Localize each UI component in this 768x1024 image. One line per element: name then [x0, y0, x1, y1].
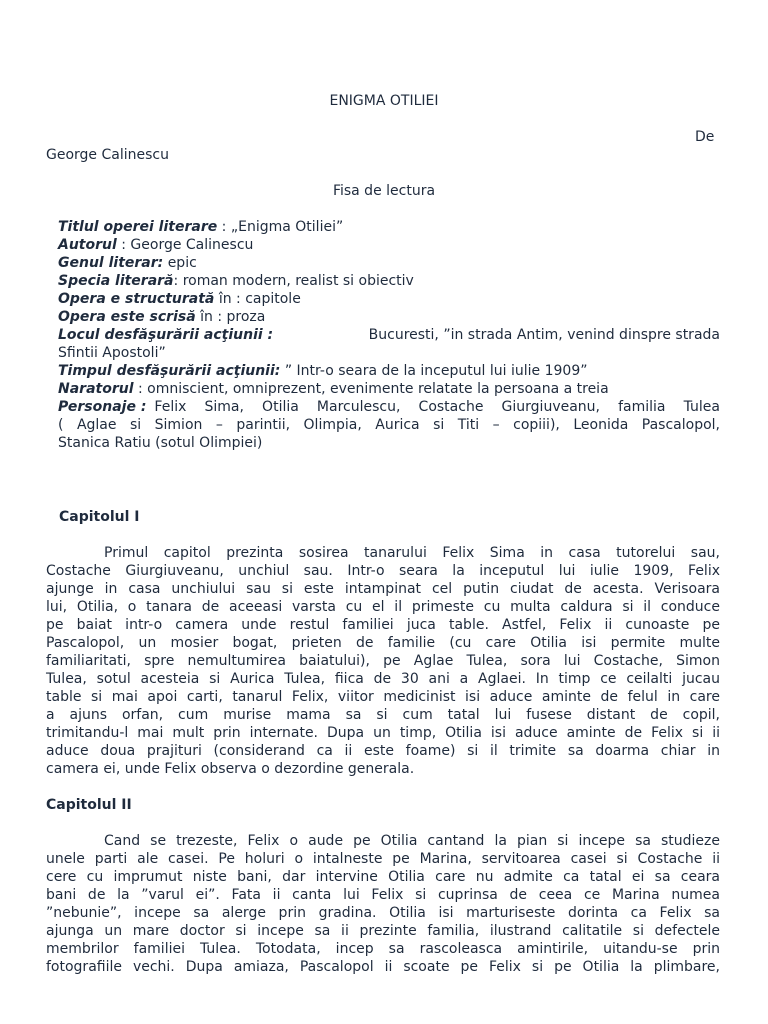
- text-line: Cand se trezeste, Felix o aude pe Otilia cantand la pian si incepe sa studieze: [104, 833, 720, 849]
- fisa-locul-cont: Sfintii Apostoli”: [58, 345, 166, 361]
- text-line: unele parti ale casei. Pe holuri o intalneste pe Marina, servitoarea casei si Costache ii: [46, 851, 720, 867]
- fisa-label: Locul desfăşurării acţiunii :: [58, 327, 274, 343]
- fisa-value: Felix Sima, Otilia Marculescu, Costache Giurgiuveanu, familia Tulea: [154, 399, 720, 415]
- fisa-value: ” Intr-o seara de la inceputul lui iulie 1909”: [284, 363, 588, 379]
- fisa-sep: :: [133, 381, 148, 397]
- fisa-personaje-cont2: Stanica Ratiu (sotul Olimpiei): [58, 435, 263, 451]
- text-line: trimitandu-l mai mult prin internate. Dupa un timp, Otilia isi aduce aminte de Felix si ii: [46, 725, 720, 741]
- fisa-label: Opera e structurată: [58, 291, 215, 307]
- text-line: ajunga un mare doctor si incepe sa ii prezinte familia, ilustrand calitatile si defectele: [46, 923, 720, 939]
- text-line: ”nebunie”, incepe sa alerge prin gradina. Otilia isi marturiseste dorinta ca Felix sa: [46, 905, 720, 921]
- fisa-label: Specia literară: [58, 273, 174, 289]
- fisa-value: Bucuresti, ”in strada Antim, venind dinspre strada: [368, 327, 720, 343]
- fisa-label: Opera este scrisă: [58, 309, 196, 325]
- fisa-locul: [58, 326, 720, 344]
- text-line: camera ei, unde Felix observa o dezordine generala.: [46, 761, 415, 777]
- fisa-personaje: [58, 398, 720, 416]
- fisa-label: Titlul operei literare: [58, 219, 218, 235]
- fisa-label: Autorul: [58, 237, 117, 253]
- document-subtitle: Fisa de lectura: [332, 183, 436, 199]
- document-title: ENIGMA OTILIEI: [329, 93, 439, 109]
- text-line: Pascalopol, un mosier bogat, prieten de familie (cu care Otilia isi permite multe: [46, 635, 720, 651]
- text-line: cere cu imprumut niste bani, dar intervine Otilia care nu admite ca tatal ei sa ceara: [46, 869, 720, 885]
- fisa-naratorul: [58, 380, 720, 398]
- fisa-sep: :: [217, 219, 231, 235]
- fisa-label: Timpul desfăşurării acţiunii:: [58, 363, 281, 379]
- fisa-genul: [58, 254, 720, 272]
- fisa-value: roman modern, realist si obiectiv: [182, 273, 414, 289]
- text-line: familiaritati, spre nemultumirea baiatului), pe Aglae Tulea, sora lui Costache, Simon: [46, 653, 720, 669]
- fisa-scrisa: [58, 308, 720, 326]
- text-line: Tulea, sotul acesteia si Aurica Tulea, fiica de 30 ani a Aglaei. In timp ce ceilalti jucau: [46, 671, 720, 687]
- text-line: table si mai apoi carti, tanarul Felix, viitor medicinist isi aduce aminte de felul in care: [46, 689, 720, 705]
- fisa-sep: :: [173, 273, 183, 289]
- fisa-value: epic: [167, 255, 197, 271]
- fisa-specia: [58, 272, 720, 290]
- fisa-titlul: [58, 218, 720, 236]
- fisa-value: în : proza: [200, 309, 266, 325]
- fisa-label: Genul literar:: [58, 255, 164, 271]
- fisa-label: Naratorul: [58, 381, 134, 397]
- text-line: a ajuns orfan, cum murise mama sa si cum tatal lui fusese distant de copil,: [46, 707, 720, 723]
- text-line: membrilor familiei Tulea. Totodata, incep sa rascoleasca amintirile, uitandu-se prin: [46, 941, 720, 957]
- fisa-autorul: [58, 236, 720, 254]
- text-line: pe baiat intr-o camera unde restul familiei juca table. Astfel, Felix ii cunoaste pe: [46, 617, 720, 633]
- text-line: Primul capitol prezinta sosirea tanarului Felix Sima in casa tutorelui sau,: [104, 545, 720, 561]
- chapter-heading: Capitolul I: [59, 509, 140, 525]
- byline-de: De: [695, 129, 715, 145]
- author-line: George Calinescu: [46, 147, 169, 163]
- text-line: fotografiile vechi. Dupa amiaza, Pascalopol ii scoate pe Felix si pe Otilia la plimbare,: [46, 959, 720, 975]
- text-line: Costache Giurgiuveanu, unchiul sau. Intr-o seara la inceputul lui iulie 1909, Felix: [46, 563, 720, 579]
- chapter-2-paragraph: [46, 832, 720, 976]
- text-line: ajunge in casa unchiului sau si este intampinat cel putin ciudat de acesta. Verisoara: [46, 581, 720, 597]
- fisa-value: George Calinescu: [130, 237, 254, 253]
- chapter-heading: Capitolul II: [46, 797, 132, 813]
- fisa-sep: :: [116, 237, 131, 253]
- text-line: lui, Otilia, o tanara de aceeasi varsta cu el il primeste cu multa caldura si il conduce: [46, 599, 720, 615]
- fisa-value: omniscient, omniprezent, evenimente relatate la persoana a treia: [147, 381, 609, 397]
- chapter-1-paragraph: [46, 544, 720, 778]
- fisa-value: în : capitole: [218, 291, 301, 307]
- text-line: aduce doua prajituri (considerand ca ii este foame) si il trimite sa doarma chiar in: [46, 743, 720, 759]
- fisa-label: Personaje :: [58, 399, 147, 415]
- fisa-personaje-cont: ( Aglae si Simion – parintii, Olimpia, Aurica si Titi – copiii), Leonida Pascalopol,: [58, 417, 720, 433]
- fisa-value: „Enigma Otiliei”: [230, 219, 344, 235]
- text-line: bani de la ”varul ei”. Fata ii canta lui Felix si cuprinsa de ceea ce Marina numea: [46, 887, 720, 903]
- fisa-timpul: [58, 362, 720, 380]
- fisa-structura: [58, 290, 720, 308]
